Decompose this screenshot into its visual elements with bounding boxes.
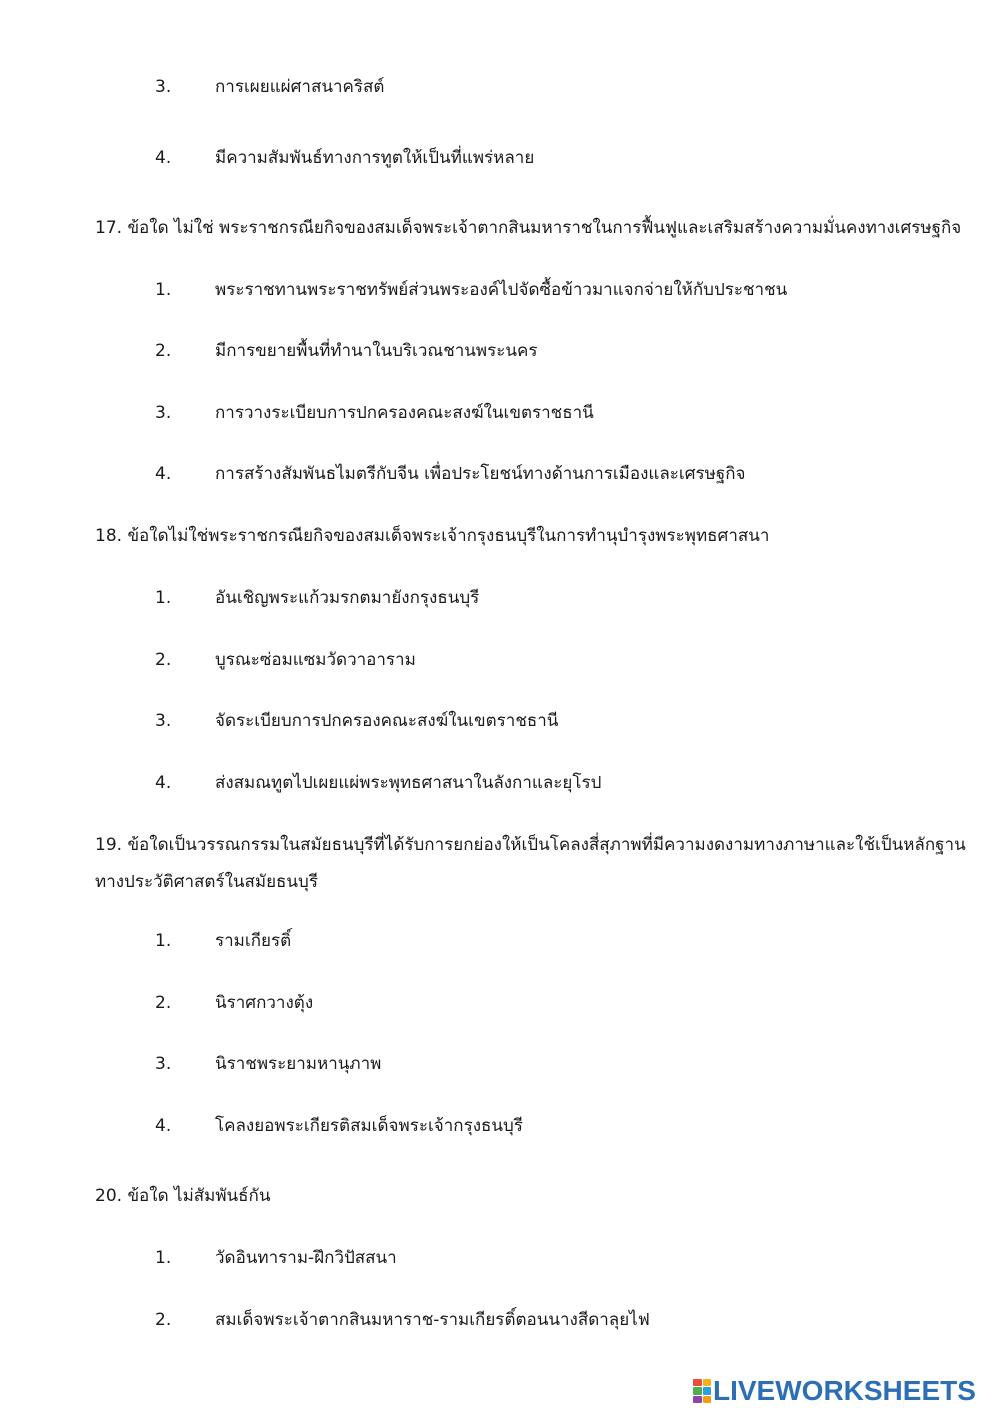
- logo-block: [693, 1396, 702, 1403]
- logo-block: [703, 1379, 712, 1386]
- question-19-text-cont: ทางประวัติศาสตร์ในสมัยธนบุรี: [95, 872, 318, 892]
- option-text: สมเด็จพระเจ้าตากสินมหาราช-รามเกียรติ์ตอนนางสีดาลุยไฟ: [215, 1310, 650, 1330]
- option-number: 1.: [155, 588, 172, 608]
- option-text: พระราชทานพระราชทรัพย์ส่วนพระองค์ไปจัดซื้อข้าวมาแจกจ่ายให้กับประชาชน: [215, 280, 788, 300]
- option-text: การสร้างสัมพันธไมตรีกับจีน เพื่อประโยชน์ทางด้านการเมืองและเศรษฐกิจ: [215, 464, 746, 484]
- logo-text: LIVEWORKSHEETS: [713, 1375, 976, 1406]
- option-number: 2.: [155, 1310, 172, 1330]
- option-number: 2.: [155, 993, 172, 1013]
- option-number: 1.: [155, 1248, 172, 1268]
- option-text: การเผยแผ่ศาสนาคริสต์: [215, 77, 385, 97]
- liveworksheets-logo-icon: [693, 1379, 711, 1403]
- option-text: ส่งสมณทูตไปเผยแผ่พระพุทธศาสนาในลังกาและยุโรป: [215, 773, 602, 793]
- option-number: 2.: [155, 650, 172, 670]
- option-text: วัดอินทาราม-ฝึกวิปัสสนา: [215, 1248, 397, 1268]
- option-number: 1.: [155, 931, 172, 951]
- option-number: 3.: [155, 403, 172, 423]
- option-text: โคลงยอพระเกียรติสมเด็จพระเจ้ากรุงธนบุรี: [215, 1116, 523, 1136]
- option-number: 4.: [155, 464, 172, 484]
- logo-block: [693, 1387, 702, 1394]
- option-number: 3.: [155, 1054, 172, 1074]
- option-text: บูรณะซ่อมแซมวัดวาอาราม: [215, 650, 416, 670]
- option-text: นิราศกวางตุ้ง: [215, 993, 314, 1013]
- option-number: 1.: [155, 280, 172, 300]
- option-number: 3.: [155, 711, 172, 731]
- option-number: 3.: [155, 77, 172, 97]
- option-text: อันเชิญพระแก้วมรกตมายังกรุงธนบุรี: [215, 588, 480, 608]
- question-18-text: 18. ข้อใดไม่ใช่พระราชกรณียกิจของสมเด็จพระเจ้ากรุงธนบุรีในการทำนุบำรุงพระพุทธศาสนา: [95, 526, 770, 546]
- option-number: 2.: [155, 341, 172, 361]
- option-text: การวางระเบียบการปกครองคณะสงฆ์ในเขตราชธานี: [215, 403, 594, 423]
- option-text: รามเกียรติ์: [215, 931, 292, 951]
- logo-block: [703, 1387, 712, 1394]
- logo-block: [693, 1379, 702, 1386]
- option-text: มีความสัมพันธ์ทางการทูตให้เป็นที่แพร่หลาย: [215, 148, 535, 168]
- option-text: จัดระเบียบการปกครองคณะสงฆ์ในเขตราชธานี: [215, 711, 559, 731]
- logo-block: [703, 1396, 712, 1403]
- question-20-text: 20. ข้อใด ไม่สัมพันธ์กัน: [95, 1186, 271, 1206]
- option-number: 4.: [155, 1116, 172, 1136]
- question-17-text: 17. ข้อใด ไม่ใช่ พระราชกรณียกิจของสมเด็จพระเจ้าตากสินมหาราชในการฟื้นฟูและเสริมสร้างความมั่นคงทางเศรษฐกิจ: [95, 218, 962, 238]
- liveworksheets-logo: [693, 1376, 976, 1406]
- option-number: 4.: [155, 148, 172, 168]
- option-text: มีการขยายพื้นที่ทำนาในบริเวณชานพระนคร: [215, 341, 538, 361]
- option-text: นิราชพระยามหานุภาพ: [215, 1054, 382, 1074]
- option-number: 4.: [155, 773, 172, 793]
- question-19-text: 19. ข้อใดเป็นวรรณกรรมในสมัยธนบุรีที่ได้รับการยกย่องให้เป็นโคลงสี่สุภาพที่มีความงดงามทางภาษาและใช้เป็นหลักฐาน: [95, 835, 966, 855]
